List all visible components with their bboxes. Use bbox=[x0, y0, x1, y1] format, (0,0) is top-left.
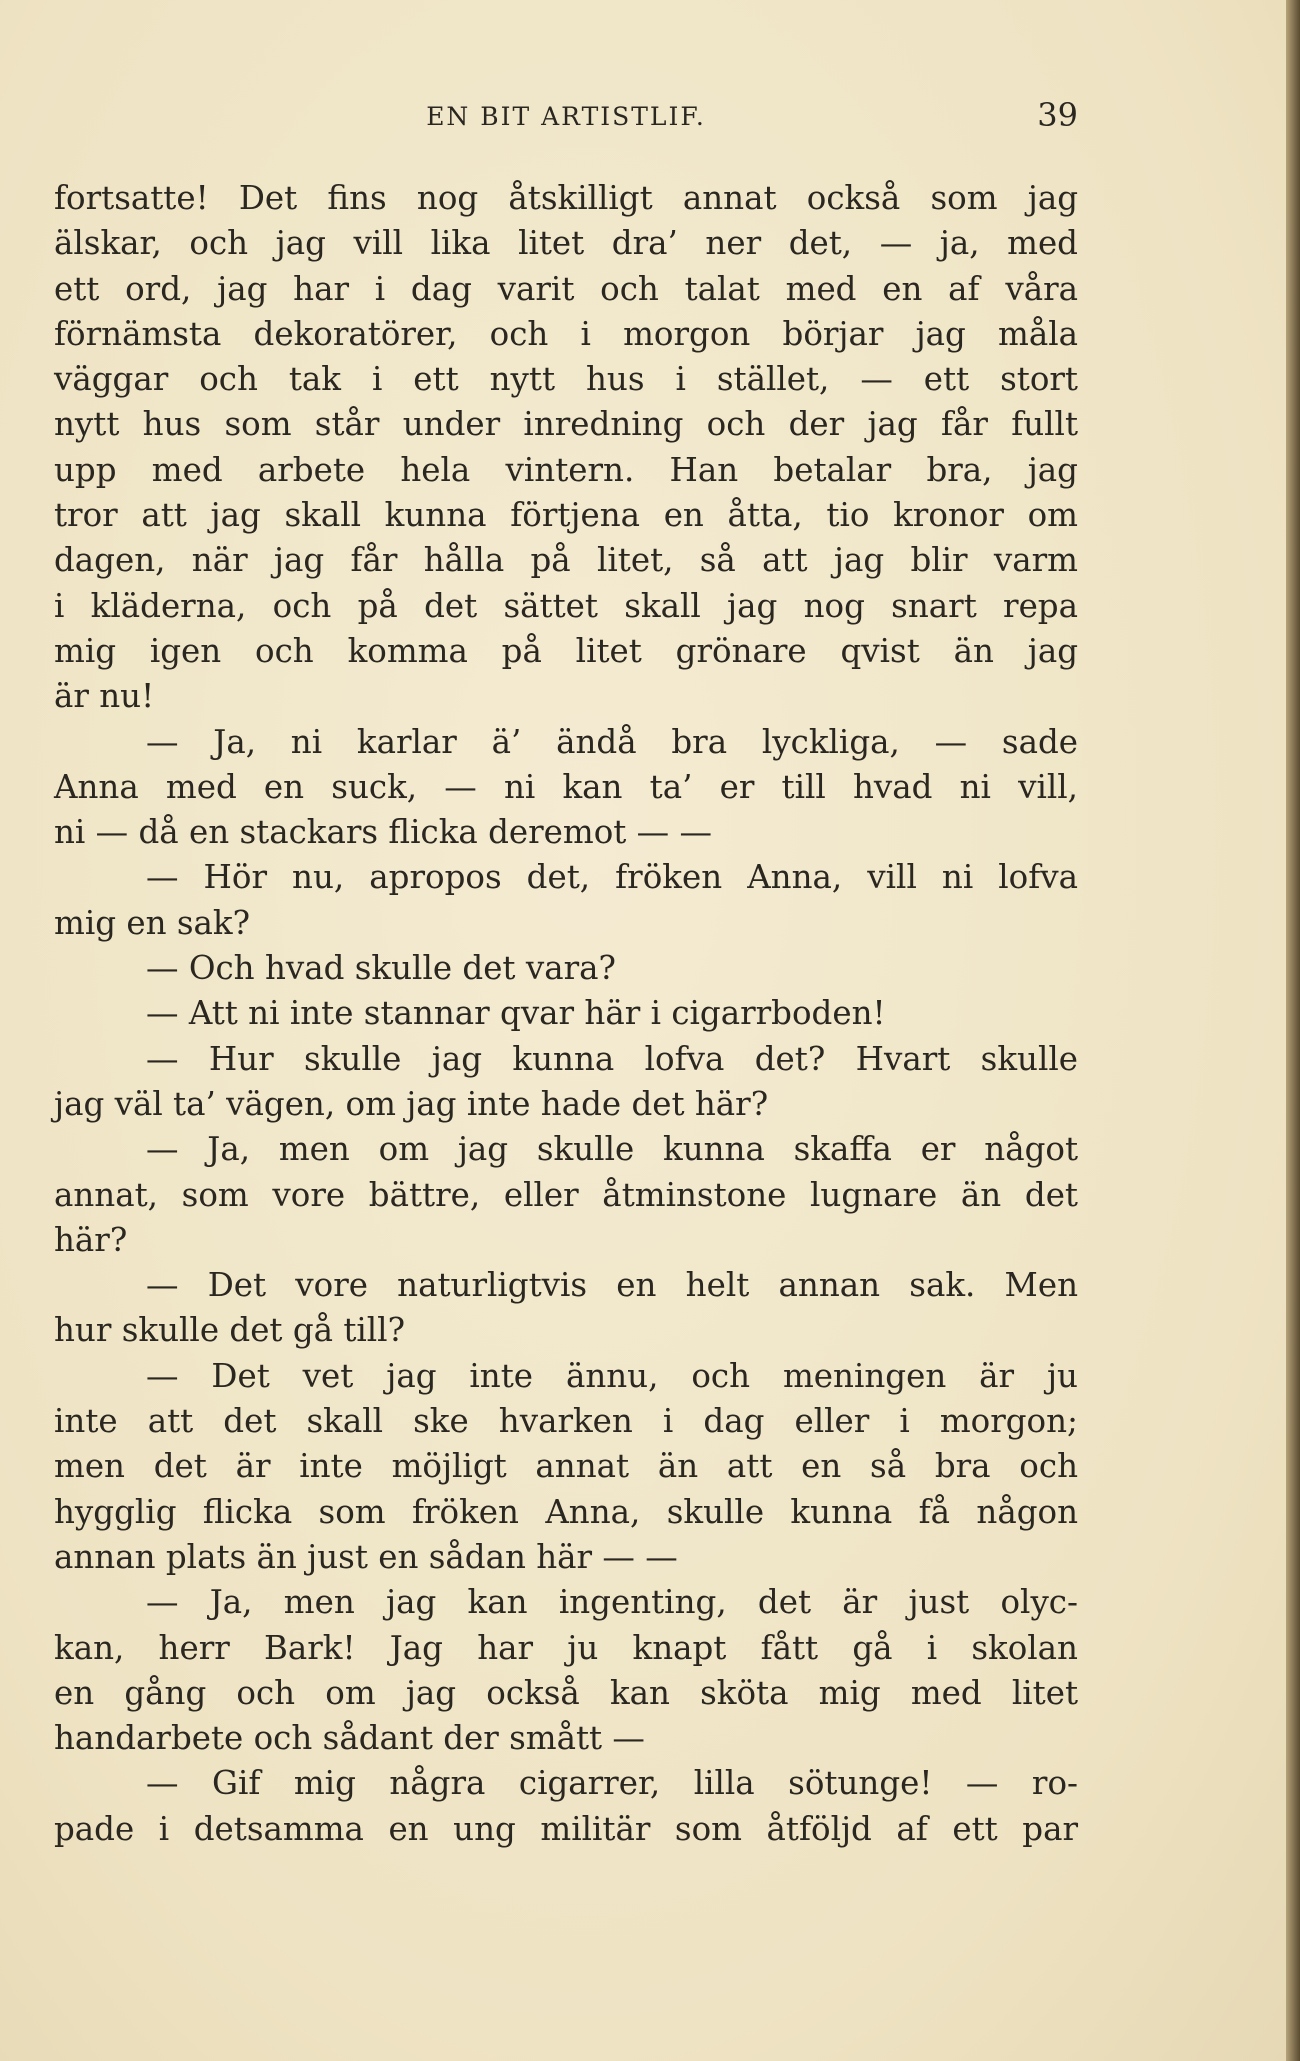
text-line: — Att ni inte stannar qvar här i cigarrboden! bbox=[146, 994, 886, 1033]
text-line: — Och hvad skulle det vara? bbox=[146, 949, 616, 988]
text-line: jag väl ta’ vägen, om jag inte hade det här? bbox=[54, 1084, 769, 1123]
text-line: älskar, och jag vill lika litet dra’ ner det, — ja, med bbox=[54, 224, 1078, 263]
text-line: tror att jag skall kunna förtjena en åtta, tio kronor om bbox=[54, 496, 1078, 535]
text-line: annat, som vore bättre, eller åtminstone lugnare än det bbox=[54, 1175, 1078, 1214]
text-line: i kläderna, och på det sättet skall jag nog snart repa bbox=[54, 586, 1078, 625]
text-line: en gång och om jag också kan sköta mig med litet bbox=[54, 1673, 1078, 1712]
text-line: men det är inte möjligt annat än att en så bra och bbox=[54, 1447, 1078, 1486]
text-line: mig en sak? bbox=[54, 903, 251, 942]
text-line: — Det vore naturligtvis en helt annan sak. Men bbox=[146, 1266, 1078, 1305]
running-title: EN BIT ARTISTLIF. bbox=[426, 102, 706, 131]
text-line: — Ja, ni karlar ä’ ändå bra lyckliga, — sade bbox=[146, 722, 1078, 761]
text-line: ni — då en stackars flicka deremot — — bbox=[54, 813, 713, 852]
text-line: handarbete och sådant der smått — bbox=[54, 1719, 645, 1758]
text-line: — Det vet jag inte ännu, och meningen är ju bbox=[146, 1356, 1078, 1395]
text-line: dagen, när jag får hålla på litet, så att jag blir varm bbox=[54, 541, 1078, 580]
page-header bbox=[54, 96, 1078, 142]
text-line: — Hör nu, apropos det, fröken Anna, vill ni lofva bbox=[146, 858, 1078, 897]
text-line: — Gif mig några cigarrer, lilla sötunge! — ro- bbox=[146, 1764, 1078, 1803]
page-edge-shadow bbox=[1286, 0, 1300, 2061]
text-line: Anna med en suck, — ni kan ta’ er till hvad ni vill, bbox=[54, 767, 1078, 806]
text-line: ett ord, jag har i dag varit och talat med en af våra bbox=[54, 269, 1078, 308]
text-line: hygglig flicka som fröken Anna, skulle kunna få någon bbox=[54, 1492, 1078, 1531]
text-line: är nu! bbox=[54, 677, 155, 716]
text-line: upp med arbete hela vintern. Han betalar bra, jag bbox=[54, 450, 1078, 489]
text-line: mig igen och komma på litet grönare qvist än jag bbox=[54, 631, 1078, 670]
text-line: fortsatte! Det fins nog åtskilligt annat också som jag bbox=[54, 179, 1078, 217]
text-line: inte att det skall ske hvarken i dag eller i morgon; bbox=[54, 1402, 1078, 1441]
text-line: — Ja, men jag kan ingenting, det är just olyc- bbox=[146, 1583, 1078, 1622]
text-line: kan, herr Bark! Jag har ju knapt fått gå i skolan bbox=[54, 1628, 1078, 1667]
text-line: hur skulle det gå till? bbox=[54, 1311, 405, 1350]
text-line: här? bbox=[54, 1220, 128, 1259]
text-line: — Ja, men om jag skulle kunna skaffa er något bbox=[146, 1130, 1078, 1169]
text-line: pade i detsamma en ung militär som åtföljd af ett par bbox=[54, 1809, 1078, 1848]
text-line: nytt hus som står under inredning och der jag får fullt bbox=[54, 405, 1078, 444]
body-text bbox=[54, 176, 1078, 1852]
text-line: — Hur skulle jag kunna lofva det? Hvart skulle bbox=[146, 1039, 1078, 1078]
page-number: 39 bbox=[1037, 96, 1078, 134]
text-line: annan plats än just en sådan här — — bbox=[54, 1537, 678, 1576]
text-line: förnämsta dekoratörer, och i morgon börjar jag måla bbox=[54, 314, 1078, 353]
text-line: väggar och tak i ett nytt hus i stället, — ett stort bbox=[54, 360, 1078, 399]
